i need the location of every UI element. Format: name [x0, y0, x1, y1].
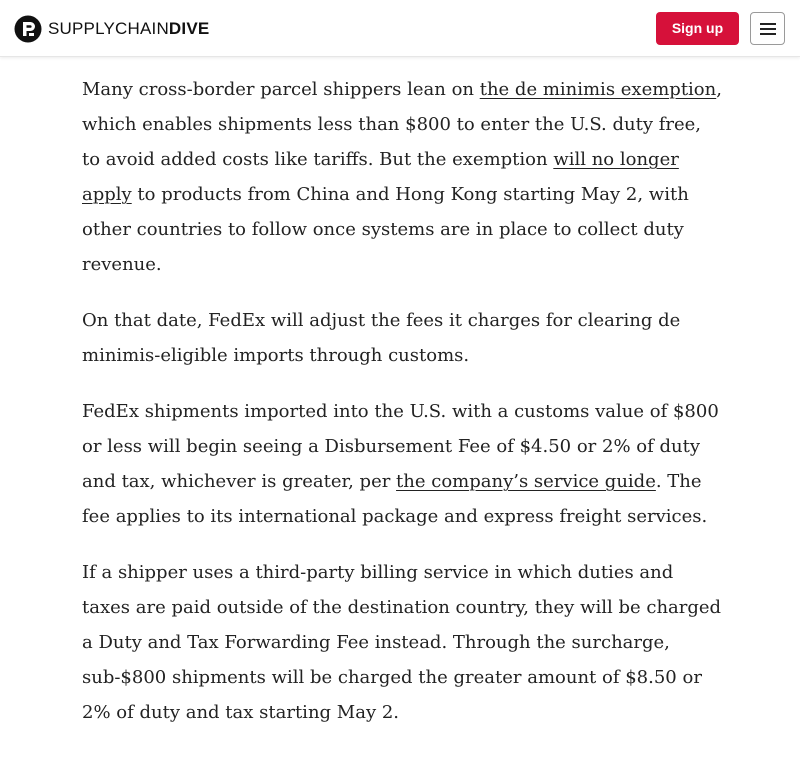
service-guide-link[interactable]: the company’s service guide — [396, 471, 656, 492]
hamburger-menu-icon — [760, 22, 776, 36]
logo-text-light: SUPPLYCHAIN — [48, 19, 169, 38]
site-logo[interactable] — [14, 14, 209, 44]
no-longer-apply-link[interactable]: will no longer apply — [82, 149, 679, 205]
site-header — [0, 0, 800, 57]
p3-text-1: FedEx shipments imported into the U.S. with a customs value of $800 or less will begin seeing a Disbursement Fee of $4.50 or 2% of duty and tax, whichever is greater, per — [82, 401, 719, 492]
supplychaindive-logo-icon — [14, 15, 42, 43]
p1-text-2: , which enables shipments less than $800 to enter the U.S. duty free, to avoid added costs like tariffs. But the exemption — [82, 79, 722, 170]
article-body — [82, 72, 722, 751]
article-paragraph-4: If a shipper uses a third-party billing service in which duties and taxes are paid outside of the destination country, they will be charged a Duty and Tax Forwarding Fee instead. Through the surcharge, sub-$800 shipments will be charged the greater amount of $8.50 or 2% of duty and tax starting May 2. — [82, 562, 722, 723]
de-minimis-exemption-link[interactable]: the de minimis exemption — [479, 79, 717, 100]
article-paragraph-2: On that date, FedEx will adjust the fees it charges for clearing de minimis-eligible imports through customs. — [82, 310, 681, 366]
p3-text-2: . The fee applies to its international package and express freight services. — [82, 471, 708, 527]
p1-text-3: to products from China and Hong Kong starting May 2, with other countries to follow once systems are in place to collect duty revenue. — [82, 184, 689, 275]
article-paragraph-1 — [82, 72, 722, 282]
menu-button[interactable] — [750, 12, 785, 45]
sign-up-button[interactable]: Sign up — [656, 12, 739, 45]
site-logo-text — [48, 15, 209, 43]
logo-text-bold: DIVE — [168, 19, 210, 38]
p1-text-1: Many cross-border parcel shippers lean on — [82, 79, 480, 100]
article-paragraph-3 — [82, 394, 722, 534]
